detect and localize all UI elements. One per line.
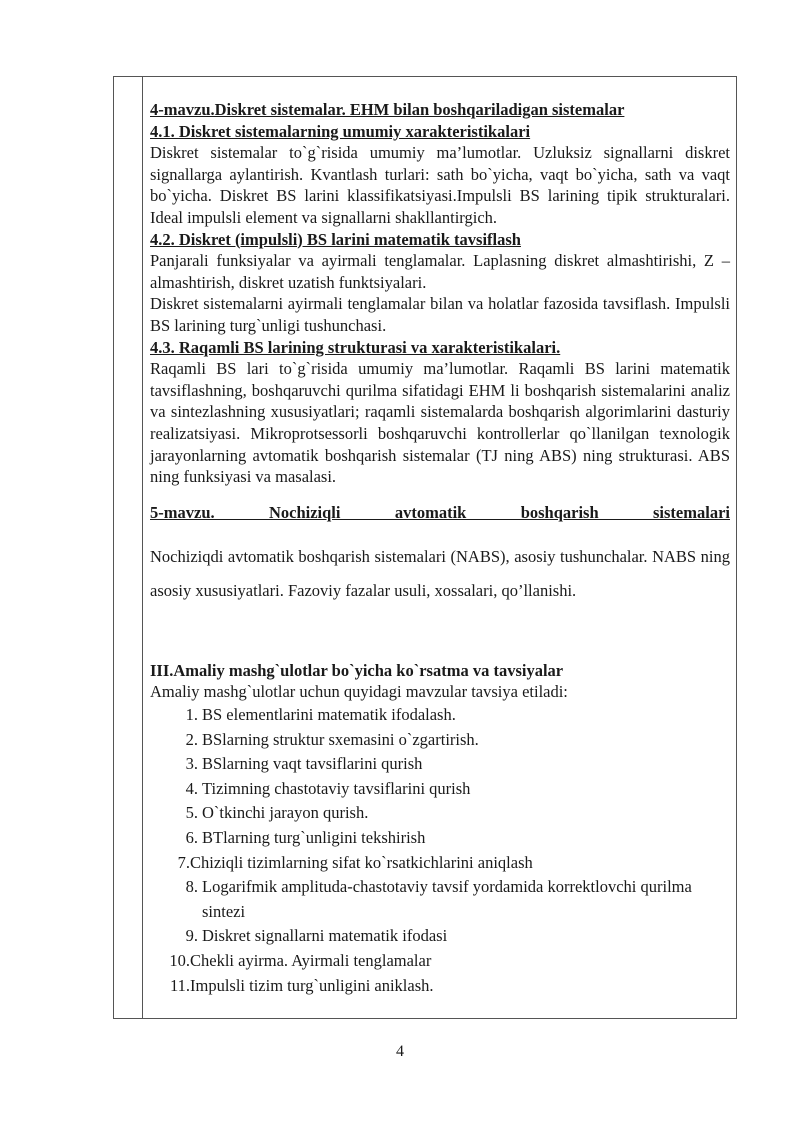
list-item-number: 5. <box>185 803 198 823</box>
subsection-4-1-title: 4.1. Diskret sistemalarning umumiy xarakteristikalari <box>150 121 531 141</box>
list-item-text: Chiziqli tizimlarning sifat ko`rsatkichlarini aniqlash <box>190 852 533 872</box>
list-item-number: 10. <box>169 950 190 970</box>
subsection-4-3-text: Raqamli BS lari to`g`risida umumiy ma’lumotlar. Raqamli BS larini matematik tavsiflashning, boshqaruvchi qurilma sifatidagi EHM li boshqarish sistemalarini analiz va sintezlashning xususiyatlari; raqamli sistemalarda boshqarish algorimlarini dasturiy realizatsiyasi. Mikroprotsessorli boshqaruvchi kontrollerlar qo`llanilgan texnologik jarayonlarning avtomatik boshqarish sistemalar (TJ ning ABS) ning strukturasi. ABS ning funksiyasi va masalasi. <box>150 359 730 487</box>
list-item <box>150 851 730 876</box>
subsection-4-1-text: Diskret sistemalar to`g`risida umumiy ma’lumotlar. Uzluksiz signallarni diskret signallarga aylantirish. Kvantlash turlari: sath bo`yicha, vaqt bo`yicha, sath va vaqt bo`yicha. Diskret BS larini klassifikatsiyasi.Impulsli BS larining tipik strukturalari. Ideal impulsli element va signallarni shakllantirgich. <box>150 143 730 227</box>
list-item <box>150 801 730 826</box>
section3-intro: Amaliy mashg`ulotlar uchun quyidagi mavzular tavsiya etiladi: <box>150 682 568 702</box>
list-item <box>150 875 730 924</box>
list-item-number: 9. <box>185 926 198 946</box>
list-item <box>150 703 730 728</box>
list-item <box>150 777 730 802</box>
subsection-4-2-title: 4.2. Diskret (impulsli) BS larini matematik tavsiflash <box>150 229 521 249</box>
list-item <box>150 949 730 974</box>
list-item-number: 6. <box>185 827 198 847</box>
list-item <box>150 924 730 949</box>
list-item <box>150 974 730 999</box>
list-item-number: 8. <box>185 877 198 897</box>
section4-title: 4-mavzu.Diskret sistemalar. EHM bilan boshqariladigan sistemalar <box>150 100 625 119</box>
list-item-number: 11. <box>169 975 190 995</box>
subsection-4-2-text-1: Panjarali funksiyalar va ayirmali tenglamalar. Laplasning diskret almashtirishi, Z – almashtirish, diskret uzatish funktsiyalari. <box>150 251 730 292</box>
page-number: 4 <box>396 1043 404 1060</box>
list-item-text: BS elementlarini matematik ifodalash. <box>202 704 456 724</box>
subsection-4-2-text-2: Diskret sistemalarni ayirmali tenglamalar bilan va holatlar fazosida tavsiflash. Impulsli BS larining turg`unligi tushunchasi. <box>150 294 730 335</box>
list-item-text: Logarifmik amplituda-chastotaviy tavsif yordamida korrektlovchi qurilma sintezi <box>202 877 692 921</box>
list-item <box>150 752 730 777</box>
list-item-number: 4. <box>185 778 198 798</box>
list-item-text: BTlarning turg`unligini tekshirish <box>202 827 426 847</box>
column-divider <box>142 77 143 1018</box>
list-item-text: Chekli ayirma. Ayirmali tenglamalar <box>190 950 432 970</box>
list-item-number: 2. <box>185 729 198 749</box>
list-item-number: 3. <box>185 754 198 774</box>
section5-title: 5-mavzu. Nochiziqli avtomatik boshqarish sistemalari <box>150 502 730 522</box>
subsection-4-3-title: 4.3. Raqamli BS larining strukturasi va xarakteristikalari. <box>150 337 561 357</box>
list-item-text: O`tkinchi jarayon qurish. <box>202 803 369 823</box>
list-item-number: 1. <box>185 704 198 724</box>
practical-topics-list <box>150 703 730 998</box>
list-item-text: Tizimning chastotaviy tavsiflarini qurish <box>202 778 471 798</box>
list-item-number: 7. <box>177 852 190 872</box>
list-item <box>150 728 730 753</box>
section3-title: III.Amaliy mashg`ulotlar bo`yicha ko`rsatma va tavsiyalar <box>150 660 564 680</box>
document-body <box>150 99 730 998</box>
section5-text: Nochiziqdi avtomatik boshqarish sistemalari (NABS), asosiy tushunchalar. NABS ning asosiy xususiyatlari. Fazoviy fazalar usuli, xossalari, qo’llanishi. <box>150 546 730 600</box>
list-item-text: Diskret signallarni matematik ifodasi <box>202 926 448 946</box>
list-item <box>150 826 730 851</box>
list-item-text: BSlarning vaqt tavsiflarini qurish <box>202 754 423 774</box>
list-item-text: Impulsli tizim turg`unligini aniklash. <box>190 975 434 995</box>
list-item-text: BSlarning struktur sxemasini o`zgartirish. <box>202 729 479 749</box>
